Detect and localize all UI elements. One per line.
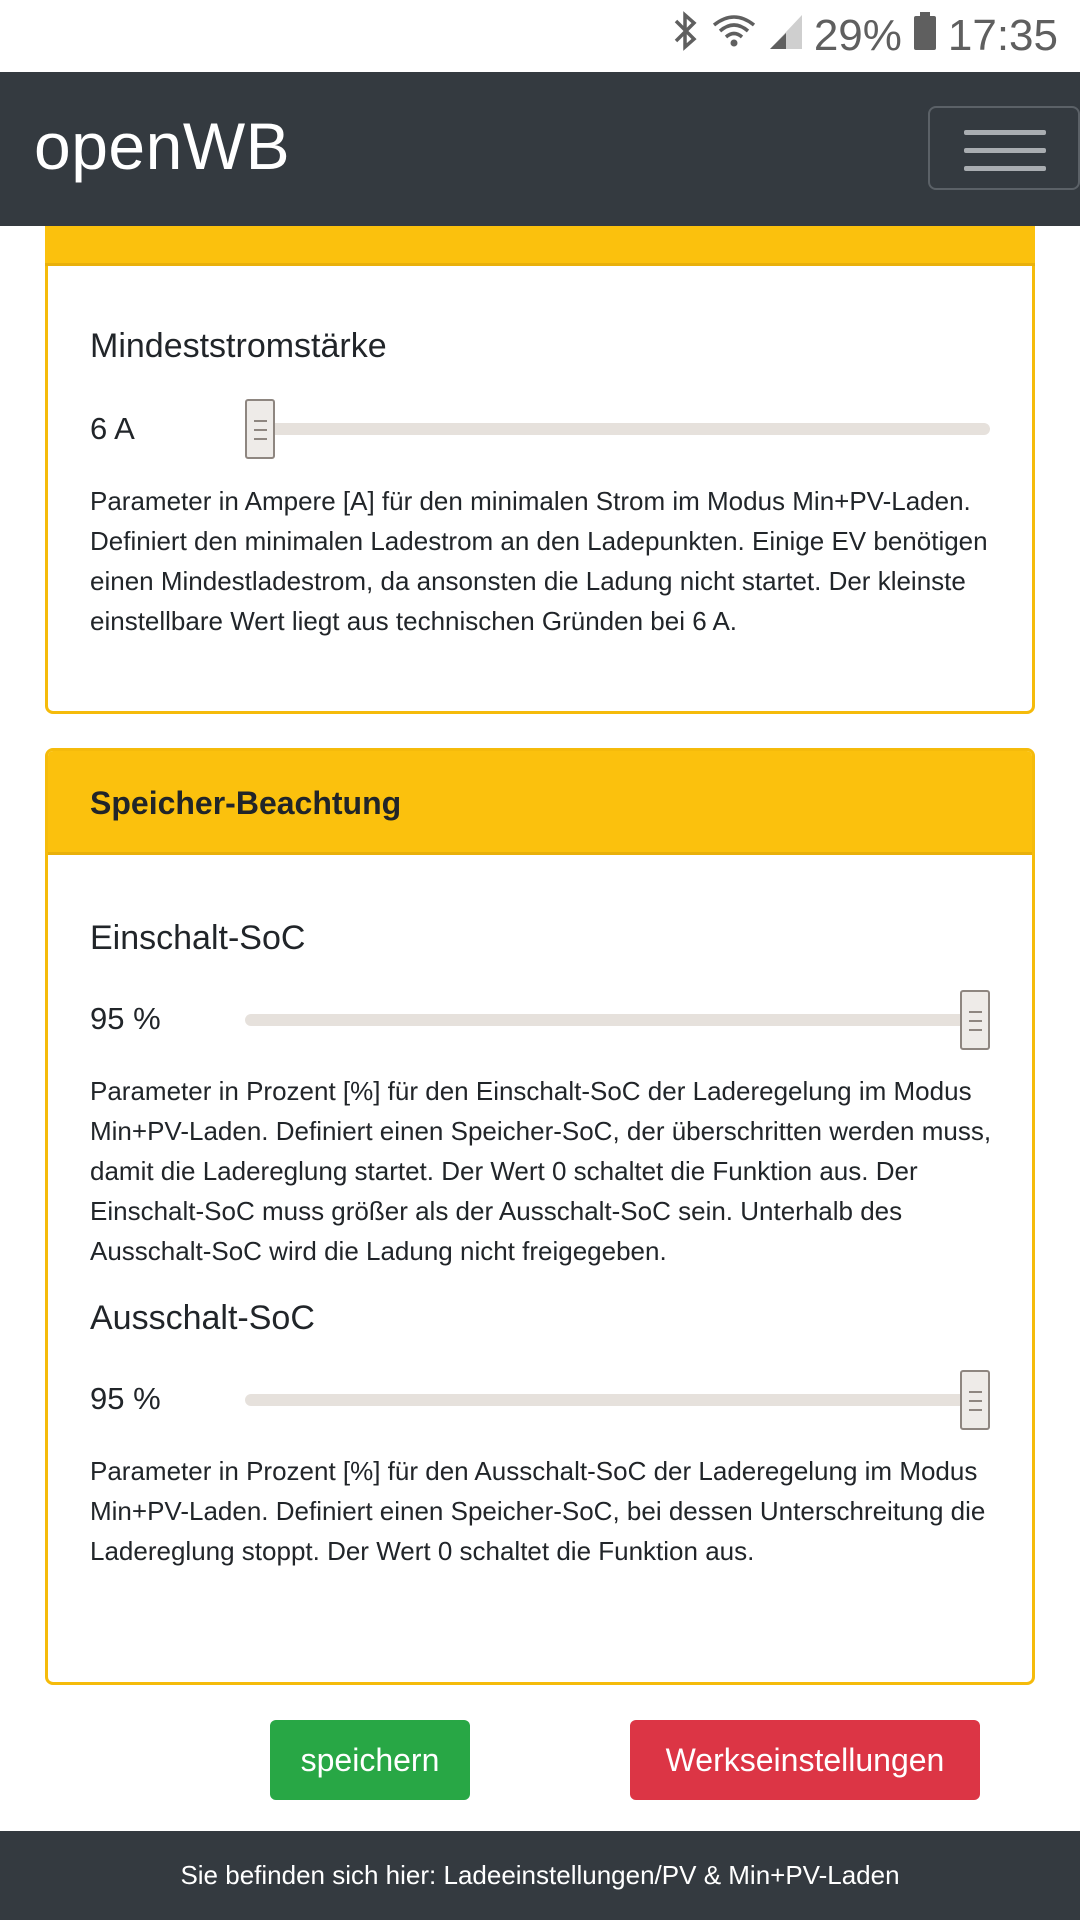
status-bar [0, 0, 1080, 72]
min-current-value: 6 A [90, 411, 135, 446]
min-current-slider[interactable] [245, 423, 990, 435]
wifi-icon [710, 11, 758, 62]
navbar [0, 72, 1080, 226]
min-current-label: Mindeststromstärke [90, 327, 387, 365]
on-soc-slider-thumb[interactable] [960, 990, 990, 1050]
bluetooth-icon [670, 11, 700, 62]
footer-breadcrumb: Sie befinden sich hier: Ladeeinstellungen/PV & Min+PV-Laden [0, 1831, 1080, 1920]
factory-reset-button[interactable]: Werkseinstellungen [630, 1720, 980, 1800]
on-soc-label: Einschalt-SoC [90, 919, 306, 957]
off-soc-label: Ausschalt-SoC [90, 1299, 315, 1337]
brand-logo[interactable]: openWB [34, 109, 291, 183]
min-pv-settings-card [45, 170, 1035, 714]
on-soc-value: 95 % [90, 1001, 161, 1036]
clock: 17:35 [947, 11, 1058, 60]
storage-card-header [48, 751, 1032, 855]
off-soc-description: Parameter in Prozent [%] für den Ausschalt-SoC der Laderegelung im Modus Min+PV-Laden. Definiert einen Speicher-SoC, bei dessen Unterschreitung die Ladereglung stoppt. Der Wert 0 schaltet die Funktion aus. [90, 1456, 986, 1566]
battery-percent: 29% [813, 11, 902, 60]
on-soc-description: Parameter in Prozent [%] für den Einschalt-SoC der Laderegelung im Modus Min+PV-Laden. Definiert einen Speicher-SoC, der überschritten werden muss, damit die Ladereglung startet. Der Wert 0 schaltet die Funktion aus. Der Einschalt-SoC muss größer als der Ausschalt-SoC sein. Unterhalb des Ausschalt-SoC wird die Ladung nicht freigegeben. [90, 1076, 992, 1266]
save-button[interactable]: speichern [270, 1720, 470, 1800]
min-current-description: Parameter in Ampere [A] für den minimalen Strom im Modus Min+PV-Laden. Definiert den minimalen Ladestrom an den Ladepunkten. Einige EV benötigen einen Mindestladestrom, da ansonsten die Ladung nicht startet. Der kleinste einstellbare Wert liegt aus technischen Gründen bei 6 A. [90, 486, 988, 636]
storage-card [45, 748, 1035, 1685]
off-soc-slider-thumb[interactable] [960, 1370, 990, 1430]
battery-icon [912, 11, 938, 62]
storage-card-title: Speicher-Beachtung [90, 785, 402, 821]
off-soc-slider[interactable] [245, 1394, 990, 1406]
signal-icon [768, 11, 804, 62]
min-current-slider-thumb[interactable] [245, 399, 275, 459]
on-soc-slider[interactable] [245, 1014, 990, 1026]
menu-toggle-button[interactable] [928, 106, 1080, 190]
off-soc-value: 95 % [90, 1381, 161, 1416]
